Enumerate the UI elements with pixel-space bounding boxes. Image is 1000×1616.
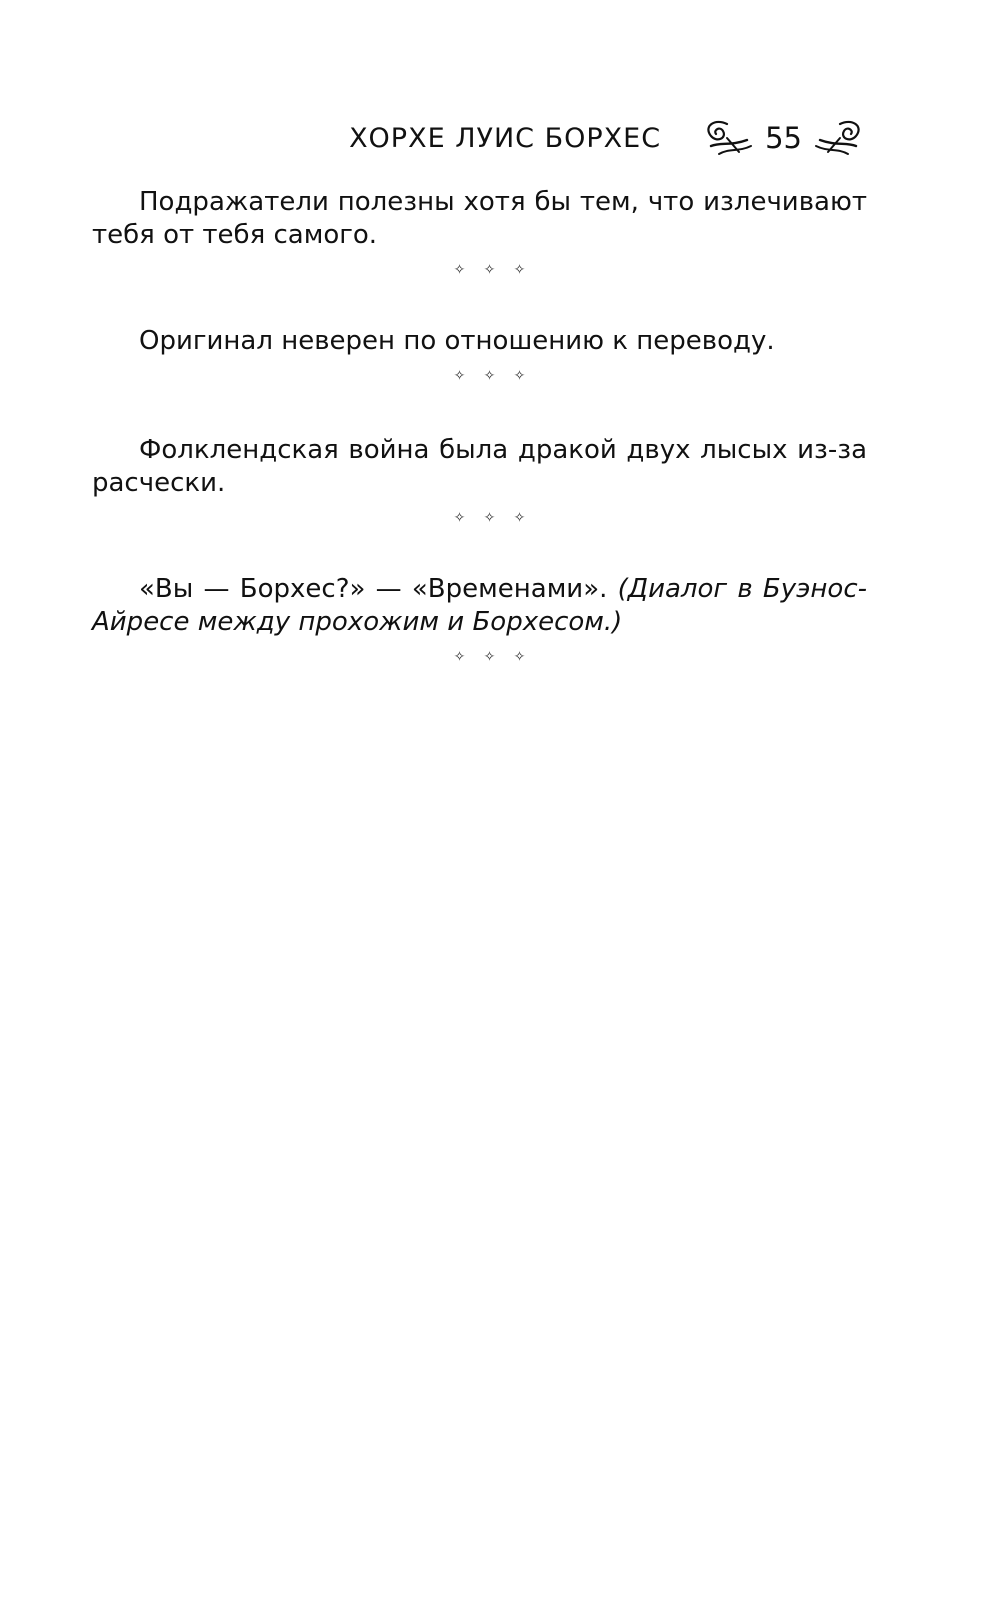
aphorism-4-text: «Вы — Борхес?» — «Временами». (139, 574, 618, 604)
page-body (92, 186, 867, 669)
separator-star-icon: ✧ (483, 649, 496, 665)
section-separator (92, 645, 867, 669)
separator-star-icon: ✧ (483, 368, 496, 384)
running-head (349, 112, 870, 164)
separator-star-icon: ✧ (453, 262, 466, 278)
separator-star-icon: ✧ (513, 368, 526, 384)
separator-star-icon: ✧ (483, 262, 496, 278)
separator-star-icon: ✧ (513, 649, 526, 665)
separator-star-icon: ✧ (513, 510, 526, 526)
separator-star-icon: ✧ (513, 262, 526, 278)
author-name: ХОРХЕ ЛУИС БОРХЕС (349, 122, 662, 154)
aphorism-2: Оригинал неверен по отношению к переводу. (139, 326, 775, 356)
page-number: 55 (765, 121, 802, 155)
flourish-right-icon (814, 116, 870, 160)
separator-star-icon: ✧ (483, 510, 496, 526)
separator-star-icon: ✧ (453, 649, 466, 665)
aphorism-4 (92, 573, 867, 639)
separator-star-icon: ✧ (453, 510, 466, 526)
section-separator (92, 506, 867, 530)
aphorism-1: Подражатели полезны хотя бы тем, что излечивают тебя от тебя самого. (92, 187, 867, 250)
flourish-left-icon (697, 116, 753, 160)
section-separator (92, 258, 867, 282)
aphorism-4-note: (Диалог в Буэнос-Айресе между прохожим и Борхесом.) (92, 574, 867, 637)
aphorism-3: Фолклендская война была дракой двух лысых из-за расчески. (92, 435, 867, 498)
separator-star-icon: ✧ (453, 368, 466, 384)
section-separator (92, 364, 867, 388)
